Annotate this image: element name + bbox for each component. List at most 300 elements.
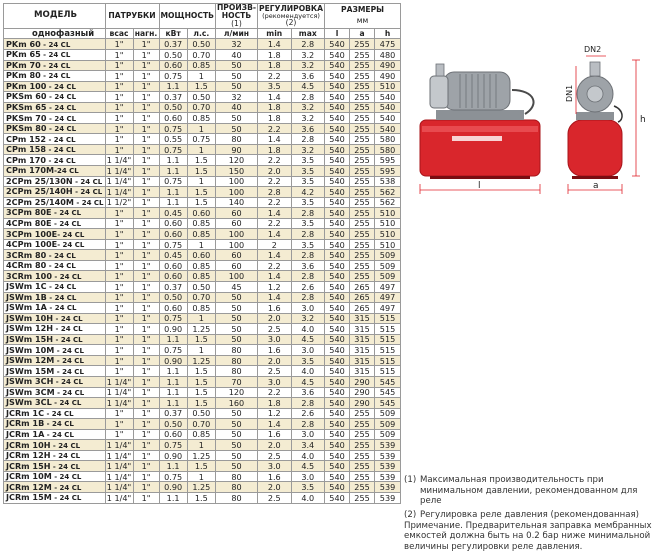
cell-model bbox=[4, 208, 106, 219]
cell-hp: 0.85 bbox=[187, 271, 215, 282]
cell-model bbox=[4, 440, 106, 451]
cell-l: 540 bbox=[325, 71, 350, 82]
capacity-header-text: ПРОИЗВ- НОСТЬ bbox=[216, 3, 257, 20]
cell-h: 540 bbox=[375, 123, 401, 134]
cell-kw: 0.75 bbox=[159, 345, 187, 356]
spec-table bbox=[3, 3, 401, 504]
dimensions-header-text: РАЗМЕРЫ bbox=[341, 5, 385, 15]
cell-model bbox=[4, 39, 106, 50]
cell-inlet: 1" bbox=[105, 345, 133, 356]
cell-min: 1.4 bbox=[258, 271, 292, 282]
cell-min: 1.8 bbox=[258, 398, 292, 409]
cell-max: 2.8 bbox=[291, 229, 325, 240]
cell-max: 3.5 bbox=[291, 166, 325, 177]
cell-hp: 0.60 bbox=[187, 250, 215, 261]
cell-a: 255 bbox=[350, 450, 375, 461]
cell-h: 545 bbox=[375, 387, 401, 398]
cell-model bbox=[4, 303, 106, 314]
model-suffix: - 24 CL bbox=[54, 346, 84, 355]
cell-kw: 0.75 bbox=[159, 71, 187, 82]
cell-inlet: 1" bbox=[105, 366, 133, 377]
cell-l: 540 bbox=[325, 376, 350, 387]
model-name: 4CPm 100E bbox=[6, 239, 58, 250]
cell-min: 1.4 bbox=[258, 419, 292, 430]
cell-outlet: 1" bbox=[133, 260, 159, 271]
model-name: 4CRm 80 bbox=[6, 260, 47, 271]
cell-outlet: 1" bbox=[133, 81, 159, 92]
cell-flow: 50 bbox=[215, 324, 257, 335]
cell-flow: 60 bbox=[215, 208, 257, 219]
model-suffix: - 24 CL bbox=[51, 494, 82, 503]
subheader-row bbox=[4, 28, 401, 39]
cell-a: 255 bbox=[350, 197, 375, 208]
cell-a: 290 bbox=[350, 387, 375, 398]
model-name: JSWm 3CM bbox=[6, 387, 55, 397]
model-suffix: - 24 CL bbox=[51, 209, 82, 218]
cell-l: 540 bbox=[325, 250, 350, 261]
cell-flow: 80 bbox=[215, 345, 257, 356]
cell-flow: 50 bbox=[215, 440, 257, 451]
cell-a: 315 bbox=[350, 366, 375, 377]
cell-outlet: 1" bbox=[133, 355, 159, 366]
cell-outlet: 1" bbox=[133, 208, 159, 219]
cell-kw: 0.60 bbox=[159, 271, 187, 282]
cell-h: 490 bbox=[375, 71, 401, 82]
cell-inlet: 1" bbox=[105, 303, 133, 314]
col-dimensions-header bbox=[325, 4, 401, 29]
cell-flow: 50 bbox=[215, 419, 257, 430]
model-suffix: - 24 CL bbox=[53, 336, 83, 345]
model-suffix: - 24 CL bbox=[46, 104, 77, 112]
table-row bbox=[4, 60, 401, 71]
cell-outlet: 1" bbox=[133, 92, 159, 103]
model-name: JSWm 1B bbox=[6, 292, 47, 302]
table-row bbox=[4, 50, 401, 61]
cell-a: 255 bbox=[350, 260, 375, 271]
model-name: JSWm 10H bbox=[6, 313, 54, 323]
cell-kw: 1.1 bbox=[159, 398, 187, 409]
cell-min: 2.0 bbox=[258, 440, 292, 451]
front-bracket bbox=[576, 112, 614, 120]
model-suffix: - 24 CL bbox=[46, 283, 77, 292]
note-ref-2: (2) bbox=[285, 18, 297, 28]
cell-inlet: 1" bbox=[105, 123, 133, 134]
cell-outlet: 1" bbox=[133, 376, 159, 387]
model-suffix: - 24 CL bbox=[73, 198, 104, 207]
cell-kw: 1.1 bbox=[159, 187, 187, 198]
cell-kw: 1.1 bbox=[159, 387, 187, 398]
cell-hp: 1.5 bbox=[187, 334, 215, 345]
cell-flow: 50 bbox=[215, 334, 257, 345]
cell-flow: 100 bbox=[215, 239, 257, 250]
cell-l: 540 bbox=[325, 229, 350, 240]
cell-a: 315 bbox=[350, 313, 375, 324]
model-suffix: - 24 CL bbox=[50, 462, 81, 471]
cell-a: 315 bbox=[350, 324, 375, 335]
cell-a: 255 bbox=[350, 113, 375, 124]
table-row bbox=[4, 408, 401, 419]
table-row bbox=[4, 155, 401, 166]
model-name: PKSm 65 bbox=[6, 102, 47, 112]
model-name: 2CPm 25/130N bbox=[6, 176, 73, 186]
cell-outlet: 1" bbox=[133, 440, 159, 451]
cell-flow: 90 bbox=[215, 144, 257, 155]
cell-inlet: 1 1/4" bbox=[106, 186, 132, 197]
cell-model bbox=[4, 324, 106, 335]
cell-flow: 160 bbox=[215, 398, 257, 409]
cell-flow: 50 bbox=[215, 113, 257, 124]
cell-hp: 0.85 bbox=[187, 260, 215, 271]
cell-min: 1.4 bbox=[258, 39, 292, 50]
cell-hp: 1.5 bbox=[187, 81, 215, 92]
cell-h: 497 bbox=[375, 292, 401, 303]
cell-inlet: 1 1/4" bbox=[106, 461, 132, 472]
side-outlet-pipe bbox=[436, 64, 444, 76]
cell-min: 3.0 bbox=[258, 461, 292, 472]
table-row bbox=[4, 345, 401, 356]
dim-label-dn1: DN1 bbox=[565, 84, 574, 102]
model-name: PKSm 80 bbox=[6, 123, 47, 134]
cell-l: 540 bbox=[325, 429, 350, 440]
cell-kw: 0.90 bbox=[159, 450, 187, 461]
cell-l: 540 bbox=[325, 166, 350, 177]
side-view-drawing bbox=[420, 64, 540, 194]
cell-a: 255 bbox=[350, 239, 375, 250]
cell-hp: 1 bbox=[187, 440, 215, 451]
model-suffix: - 24 CL bbox=[50, 452, 81, 461]
cell-kw: 1.1 bbox=[159, 366, 187, 377]
cell-hp: 0.50 bbox=[187, 408, 215, 419]
model-name: JSWm 12M bbox=[6, 355, 55, 366]
cell-inlet: 1" bbox=[105, 50, 133, 61]
cell-model bbox=[4, 366, 106, 377]
table-row bbox=[4, 292, 401, 303]
side-tank-feet bbox=[430, 176, 530, 179]
cell-flow: 50 bbox=[215, 81, 257, 92]
cell-outlet: 1" bbox=[133, 113, 159, 124]
cell-h: 509 bbox=[375, 260, 401, 271]
cell-h: 545 bbox=[375, 398, 401, 409]
model-name: JSWm 3CH bbox=[6, 376, 54, 387]
cell-kw: 0.90 bbox=[159, 324, 187, 335]
cell-hp: 0.85 bbox=[187, 429, 215, 440]
cell-a: 265 bbox=[350, 292, 375, 303]
cell-max: 3.6 bbox=[291, 260, 325, 271]
cell-l: 540 bbox=[325, 303, 350, 314]
cell-min: 2.5 bbox=[258, 450, 292, 461]
cell-kw: 0.45 bbox=[159, 208, 187, 219]
cell-model bbox=[4, 197, 106, 208]
cell-l: 540 bbox=[325, 123, 350, 134]
cell-inlet: 1" bbox=[105, 134, 133, 145]
cell-model bbox=[4, 461, 106, 472]
cell-outlet: 1" bbox=[133, 492, 159, 503]
cell-h: 510 bbox=[375, 81, 401, 92]
model-suffix: - 24 CL bbox=[44, 430, 74, 439]
cell-min: 1.4 bbox=[258, 208, 292, 219]
table-row bbox=[4, 450, 401, 461]
cell-inlet: 1" bbox=[105, 260, 133, 271]
cell-min: 2.2 bbox=[258, 218, 292, 229]
cell-outlet: 1" bbox=[133, 387, 159, 398]
cell-kw: 0.50 bbox=[159, 292, 187, 303]
cell-flow: 50 bbox=[215, 123, 257, 134]
cell-hp: 0.85 bbox=[187, 113, 215, 124]
cell-max: 2.8 bbox=[291, 271, 325, 282]
sub-inlet: всас bbox=[105, 28, 133, 39]
cell-l: 540 bbox=[325, 260, 350, 271]
cell-model bbox=[4, 408, 106, 419]
model-name: JSWm 15H bbox=[6, 334, 54, 345]
model-name: JCRm 15H bbox=[6, 460, 51, 471]
cell-outlet: 1" bbox=[133, 39, 159, 50]
model-name: JSWm 12H bbox=[6, 323, 54, 334]
model-name: JCRm 1A bbox=[6, 429, 45, 439]
cell-outlet: 1" bbox=[133, 218, 159, 229]
cell-h: 580 bbox=[375, 134, 401, 145]
model-name: CPm 158 bbox=[6, 144, 47, 155]
cell-l: 540 bbox=[325, 282, 350, 293]
cell-kw: 0.75 bbox=[159, 123, 187, 134]
cell-kw: 1.1 bbox=[159, 376, 187, 387]
cell-min: 2.5 bbox=[258, 366, 292, 377]
cell-model bbox=[4, 102, 106, 113]
cell-flow: 50 bbox=[215, 313, 257, 324]
cell-flow: 100 bbox=[215, 176, 257, 187]
cell-min: 1.4 bbox=[258, 92, 292, 103]
cell-l: 540 bbox=[325, 50, 350, 61]
model-suffix: - 24 CL bbox=[51, 399, 82, 408]
model-suffix: - 24 CL bbox=[46, 293, 77, 302]
cell-hp: 1.5 bbox=[187, 187, 215, 198]
cell-max: 3.2 bbox=[291, 60, 325, 71]
footnote-1-text: Максимальная производительность при минимальном давлении, рекомендованном для реле bbox=[420, 475, 638, 507]
cell-a: 255 bbox=[350, 166, 375, 177]
cell-hp: 0.50 bbox=[187, 39, 215, 50]
cell-inlet: 1" bbox=[105, 355, 133, 366]
cell-hp: 1.5 bbox=[187, 155, 215, 166]
cell-a: 255 bbox=[350, 492, 375, 503]
cell-kw: 0.60 bbox=[159, 113, 187, 124]
cell-outlet: 1" bbox=[133, 482, 159, 493]
cell-model bbox=[4, 166, 106, 177]
table-row bbox=[4, 218, 401, 229]
cell-kw: 0.60 bbox=[159, 303, 187, 314]
cell-model bbox=[4, 376, 106, 387]
table-row bbox=[4, 113, 401, 124]
cell-flow: 32 bbox=[215, 92, 257, 103]
cell-min: 1.4 bbox=[258, 134, 292, 145]
cell-l: 540 bbox=[325, 408, 350, 419]
side-tank-highlight bbox=[422, 126, 538, 132]
cell-min: 2.0 bbox=[258, 355, 292, 366]
cell-h: 515 bbox=[375, 313, 401, 324]
cell-outlet: 1" bbox=[133, 313, 159, 324]
cell-a: 315 bbox=[350, 345, 375, 356]
cell-inlet: 1 1/4" bbox=[106, 165, 132, 176]
model-suffix: - 24 CL bbox=[54, 367, 84, 376]
cell-model bbox=[4, 429, 106, 440]
cell-h: 539 bbox=[375, 440, 401, 451]
model-suffix: - 24 CL bbox=[53, 325, 83, 334]
cell-l: 540 bbox=[325, 197, 350, 208]
table-row bbox=[4, 324, 401, 335]
cell-kw: 0.37 bbox=[159, 92, 187, 103]
cell-inlet: 1" bbox=[105, 250, 133, 261]
cell-l: 540 bbox=[325, 92, 350, 103]
cell-hp: 1.25 bbox=[187, 450, 215, 461]
front-cable bbox=[614, 106, 622, 122]
cell-kw: 0.37 bbox=[159, 408, 187, 419]
cell-max: 2.6 bbox=[291, 282, 325, 293]
table-row bbox=[4, 334, 401, 345]
cell-outlet: 1" bbox=[133, 408, 159, 419]
cell-a: 255 bbox=[350, 440, 375, 451]
model-suffix: - 24 CL bbox=[44, 420, 74, 429]
cell-max: 2.6 bbox=[291, 408, 325, 419]
cell-a: 315 bbox=[350, 355, 375, 366]
model-suffix: - 24 CL bbox=[51, 473, 82, 482]
sub-h: h bbox=[375, 28, 401, 39]
cell-outlet: 1" bbox=[133, 366, 159, 377]
cell-h: 545 bbox=[375, 376, 401, 387]
cell-hp: 1 bbox=[187, 471, 215, 482]
sub-outlet: нагн. bbox=[134, 28, 158, 38]
cell-min: 2.5 bbox=[258, 492, 292, 503]
cell-outlet: 1" bbox=[133, 450, 159, 461]
cell-max: 4.0 bbox=[291, 492, 325, 503]
model-suffix: - 24 CL bbox=[46, 251, 76, 260]
col-ports-header: ПАТРУБКИ bbox=[105, 4, 159, 29]
cell-l: 540 bbox=[325, 102, 350, 113]
cell-outlet: 1" bbox=[133, 50, 159, 61]
cell-model bbox=[4, 144, 106, 155]
cell-h: 540 bbox=[375, 92, 401, 103]
cell-a: 255 bbox=[350, 482, 375, 493]
cell-outlet: 1" bbox=[133, 334, 159, 345]
footnote-1 bbox=[404, 475, 652, 507]
model-name: 3CRm 80 bbox=[6, 249, 47, 260]
cell-hp: 0.50 bbox=[187, 92, 215, 103]
cell-kw: 0.45 bbox=[159, 250, 187, 261]
cell-min: 2.2 bbox=[258, 197, 292, 208]
cell-min: 1.8 bbox=[258, 102, 292, 113]
note-ref-1: (1) bbox=[231, 18, 242, 28]
cell-inlet: 1" bbox=[105, 60, 133, 71]
sub-min: min bbox=[258, 28, 292, 39]
cell-h: 540 bbox=[375, 102, 401, 113]
cell-min: 1.8 bbox=[258, 144, 292, 155]
cell-outlet: 1" bbox=[133, 102, 159, 113]
cell-a: 255 bbox=[350, 408, 375, 419]
cell-h: 595 bbox=[375, 155, 401, 166]
cell-max: 3.5 bbox=[291, 197, 325, 208]
model-name: 3CPm 100E bbox=[6, 228, 58, 239]
cell-hp: 0.70 bbox=[187, 102, 215, 113]
cell-outlet: 1" bbox=[133, 166, 159, 177]
side-bracket bbox=[436, 110, 524, 120]
cell-h: 497 bbox=[375, 303, 401, 314]
dim-label-dn2: DN2 bbox=[584, 45, 602, 54]
cell-hp: 1.5 bbox=[187, 166, 215, 177]
model-suffix: - 24 CL bbox=[51, 272, 82, 281]
cell-kw: 0.60 bbox=[159, 218, 187, 229]
model-suffix: - 24 CL bbox=[57, 241, 85, 250]
table-row bbox=[4, 197, 401, 208]
cell-max: 3.2 bbox=[291, 313, 325, 324]
header-row bbox=[4, 4, 401, 29]
cell-hp: 1.25 bbox=[187, 482, 215, 493]
cell-model bbox=[4, 60, 106, 71]
table-row bbox=[4, 313, 401, 324]
model-name: PKSm 60 bbox=[6, 91, 47, 102]
cell-max: 4.0 bbox=[291, 324, 325, 335]
cell-a: 265 bbox=[350, 303, 375, 314]
cell-kw: 1.1 bbox=[159, 461, 187, 472]
cell-l: 540 bbox=[325, 398, 350, 409]
cell-max: 2.8 bbox=[291, 398, 325, 409]
model-name: PKm 100 bbox=[6, 81, 47, 91]
table-row bbox=[4, 81, 401, 92]
cell-h: 497 bbox=[375, 282, 401, 293]
cell-a: 255 bbox=[350, 419, 375, 430]
cell-h: 580 bbox=[375, 144, 401, 155]
cell-kw: 0.75 bbox=[159, 471, 187, 482]
cell-flow: 40 bbox=[215, 102, 257, 113]
cell-l: 540 bbox=[325, 324, 350, 335]
cell-model bbox=[4, 450, 106, 461]
model-name: PKm 60 bbox=[6, 38, 41, 49]
model-suffix: - 24 CL bbox=[50, 441, 81, 450]
model-name: 4CPm 80E bbox=[6, 218, 52, 229]
cell-kw: 0.60 bbox=[159, 229, 187, 240]
cell-min: 2.0 bbox=[258, 313, 292, 324]
table-row bbox=[4, 144, 401, 155]
cell-hp: 1.5 bbox=[187, 376, 215, 387]
cell-model bbox=[4, 250, 106, 261]
model-suffix: - 24 CL bbox=[46, 114, 77, 123]
cell-max: 3.5 bbox=[291, 155, 325, 166]
cell-max: 3.2 bbox=[291, 144, 325, 155]
table-row bbox=[4, 461, 401, 472]
sub-a: a bbox=[350, 28, 375, 39]
cell-min: 2.8 bbox=[258, 187, 292, 198]
cell-outlet: 1" bbox=[133, 144, 159, 155]
model-name: CPm 170 bbox=[6, 154, 47, 165]
cell-h: 539 bbox=[375, 471, 401, 482]
cell-max: 3.0 bbox=[291, 429, 325, 440]
table-row bbox=[4, 482, 401, 493]
cell-kw: 1.1 bbox=[159, 81, 187, 92]
cell-inlet: 1" bbox=[105, 324, 133, 335]
model-name: JSWm 15M bbox=[6, 365, 55, 376]
model-name: PKm 65 bbox=[6, 49, 41, 60]
model-suffix: - 24 CL bbox=[46, 156, 76, 165]
cell-model bbox=[4, 92, 106, 103]
cell-h: 540 bbox=[375, 113, 401, 124]
cell-hp: 0.85 bbox=[187, 229, 215, 240]
dim-label-l: l bbox=[478, 181, 481, 191]
model-name: PKSm 70 bbox=[6, 112, 47, 123]
cell-kw: 0.90 bbox=[159, 355, 187, 366]
cell-l: 540 bbox=[325, 492, 350, 503]
cell-inlet: 1" bbox=[105, 334, 133, 345]
cell-kw: 0.55 bbox=[159, 134, 187, 145]
col-power-header: МОЩНОСТЬ bbox=[159, 4, 215, 29]
cell-l: 540 bbox=[325, 461, 350, 472]
cell-max: 3.5 bbox=[291, 482, 325, 493]
cell-max: 4.0 bbox=[291, 366, 325, 377]
